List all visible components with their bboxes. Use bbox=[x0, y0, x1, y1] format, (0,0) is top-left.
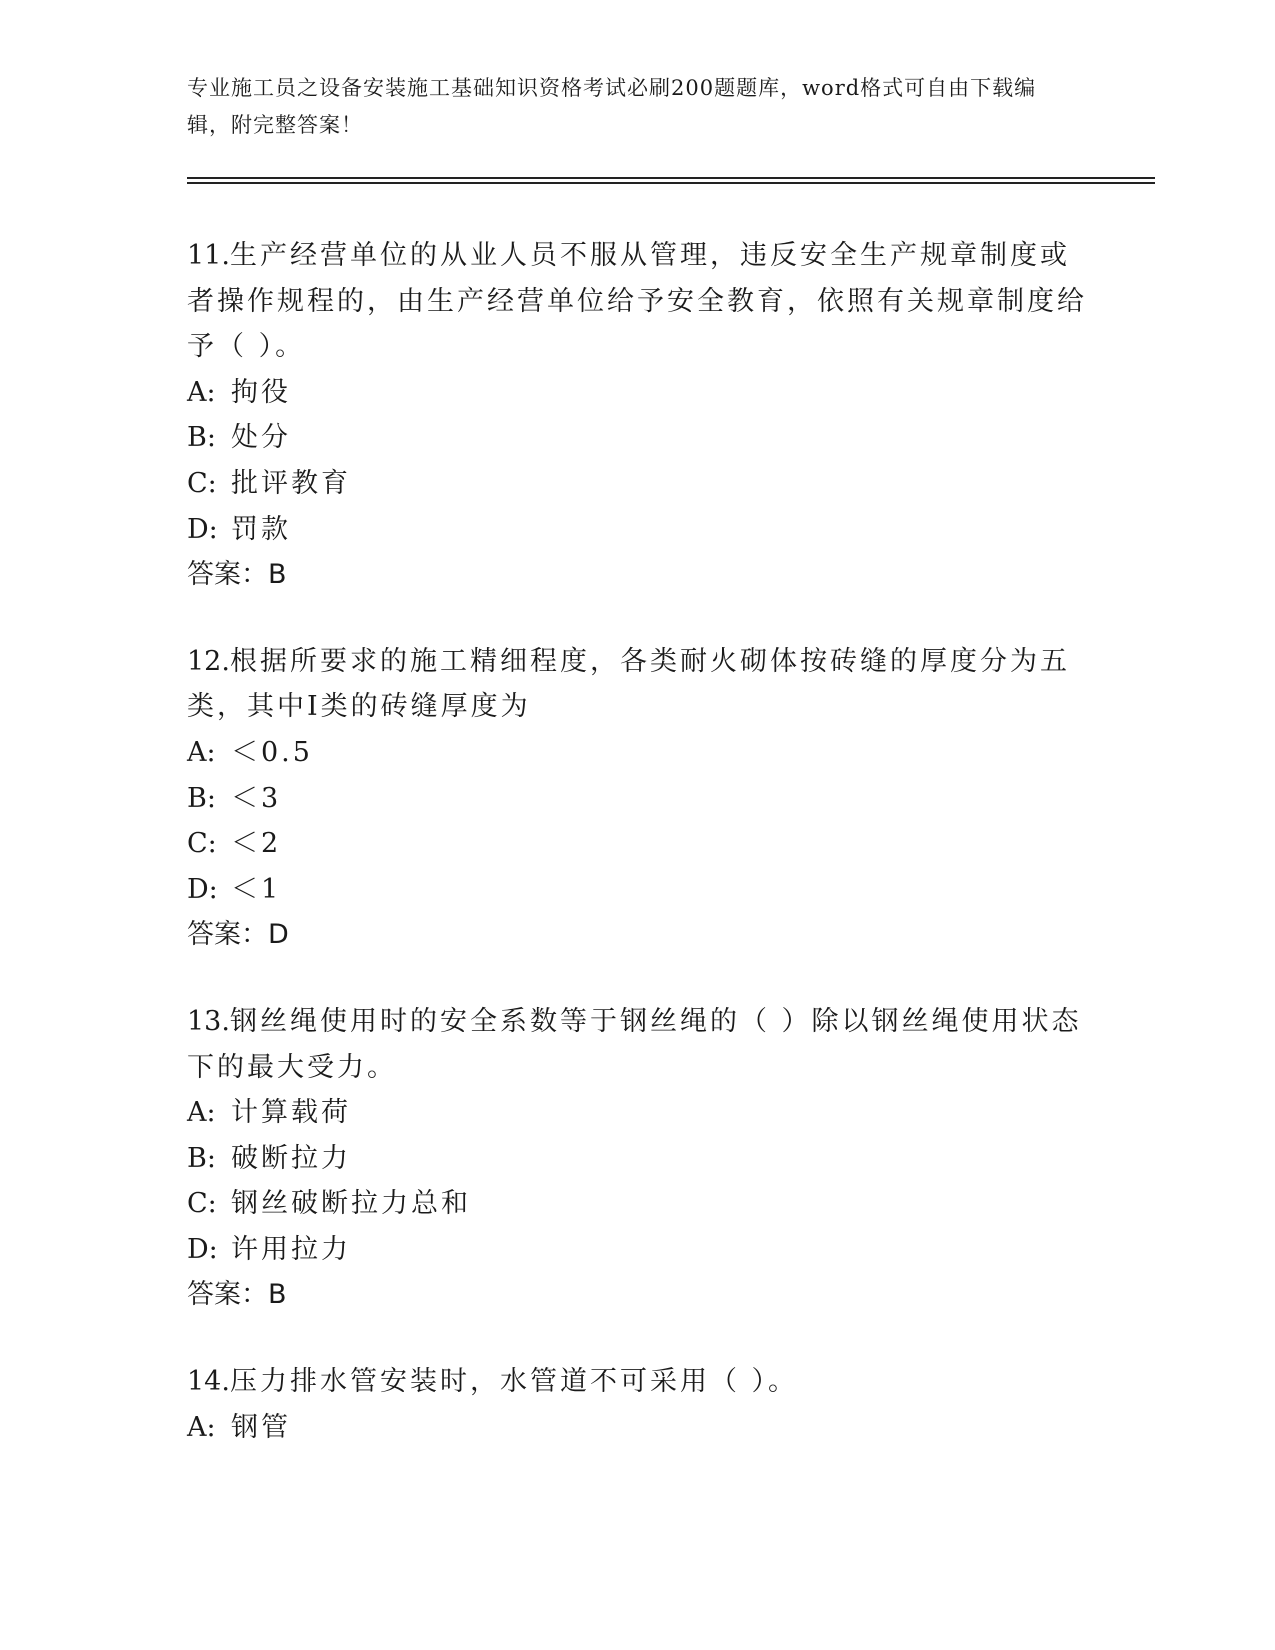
option-key: D: bbox=[187, 873, 218, 905]
option-b bbox=[187, 415, 1087, 461]
option-key: C: bbox=[187, 467, 217, 499]
option-text: ＜1 bbox=[231, 873, 282, 905]
option-key: B: bbox=[187, 782, 216, 814]
question-13 bbox=[187, 999, 1087, 1318]
question-stem: 压力排水管安装时，水管道不可采用（ ）。 bbox=[229, 1366, 799, 1398]
answer-line: 答案：B bbox=[187, 559, 287, 591]
option-d bbox=[187, 867, 1087, 913]
question-14 bbox=[187, 1359, 1087, 1450]
answer-line: 答案：D bbox=[187, 919, 289, 951]
question-11 bbox=[187, 233, 1087, 598]
option-text: 处分 bbox=[231, 422, 291, 454]
option-d bbox=[187, 1227, 1087, 1273]
question-12 bbox=[187, 639, 1087, 958]
question-number: 14. bbox=[187, 1366, 230, 1398]
option-key: A: bbox=[187, 1411, 216, 1443]
question-text bbox=[187, 999, 1087, 1090]
option-text: 计算载荷 bbox=[231, 1097, 351, 1129]
question-list bbox=[187, 233, 1087, 1491]
option-key: A: bbox=[187, 736, 216, 768]
question-stem: 根据所要求的施工精细程度，各类耐火砌体按砖缝的厚度分为五类，其中Ⅰ类的砖缝厚度为 bbox=[187, 645, 1070, 723]
option-text: 破断拉力 bbox=[231, 1142, 351, 1174]
question-text bbox=[187, 233, 1087, 370]
question-number: 11. bbox=[187, 240, 230, 271]
option-text: 罚款 bbox=[231, 513, 291, 545]
option-a bbox=[187, 730, 1087, 776]
question-text bbox=[187, 639, 1087, 730]
answer-line: 答案：B bbox=[187, 1279, 287, 1311]
option-text: ＜2 bbox=[231, 828, 282, 860]
document-header: 专业施工员之设备安装施工基础知识资格考试必刷200题题库，word格式可自由下载编辑，附完整答案！ bbox=[187, 76, 1037, 137]
option-key: A: bbox=[187, 376, 216, 408]
header-divider-top bbox=[187, 177, 1155, 179]
option-key: C: bbox=[187, 828, 217, 860]
option-text: 钢丝破断拉力总和 bbox=[231, 1188, 471, 1220]
option-a bbox=[187, 1405, 1087, 1451]
header-divider-bottom bbox=[187, 182, 1155, 184]
question-number: 13. bbox=[187, 1005, 230, 1037]
question-text bbox=[187, 1359, 1087, 1405]
option-d bbox=[187, 507, 1087, 553]
option-text: 拘役 bbox=[231, 376, 291, 408]
option-key: A: bbox=[187, 1097, 216, 1129]
option-c bbox=[187, 461, 1087, 507]
option-a bbox=[187, 370, 1087, 416]
option-text: 批评教育 bbox=[231, 467, 351, 499]
question-number: 12. bbox=[187, 645, 230, 677]
option-text: ＜3 bbox=[231, 782, 282, 814]
option-text: 许用拉力 bbox=[231, 1233, 351, 1265]
option-c bbox=[187, 821, 1087, 867]
option-b bbox=[187, 1136, 1087, 1182]
option-key: B: bbox=[187, 1142, 216, 1174]
option-key: B: bbox=[187, 422, 216, 454]
option-a bbox=[187, 1090, 1087, 1136]
option-text: ＜0.5 bbox=[231, 736, 313, 768]
option-key: D: bbox=[187, 513, 218, 545]
option-b bbox=[187, 776, 1087, 822]
option-text: 钢管 bbox=[231, 1411, 291, 1443]
option-c bbox=[187, 1181, 1087, 1227]
option-key: D: bbox=[187, 1233, 218, 1265]
question-stem: 钢丝绳使用时的安全系数等于钢丝绳的（ ）除以钢丝绳使用状态下的最大受力。 bbox=[187, 1005, 1082, 1083]
option-key: C: bbox=[187, 1188, 217, 1220]
question-stem: 生产经营单位的从业人员不服从管理，违反安全生产规章制度或者操作规程的，由生产经营单位给予安全教育，依照有关规章制度给予（ ）。 bbox=[187, 240, 1087, 363]
